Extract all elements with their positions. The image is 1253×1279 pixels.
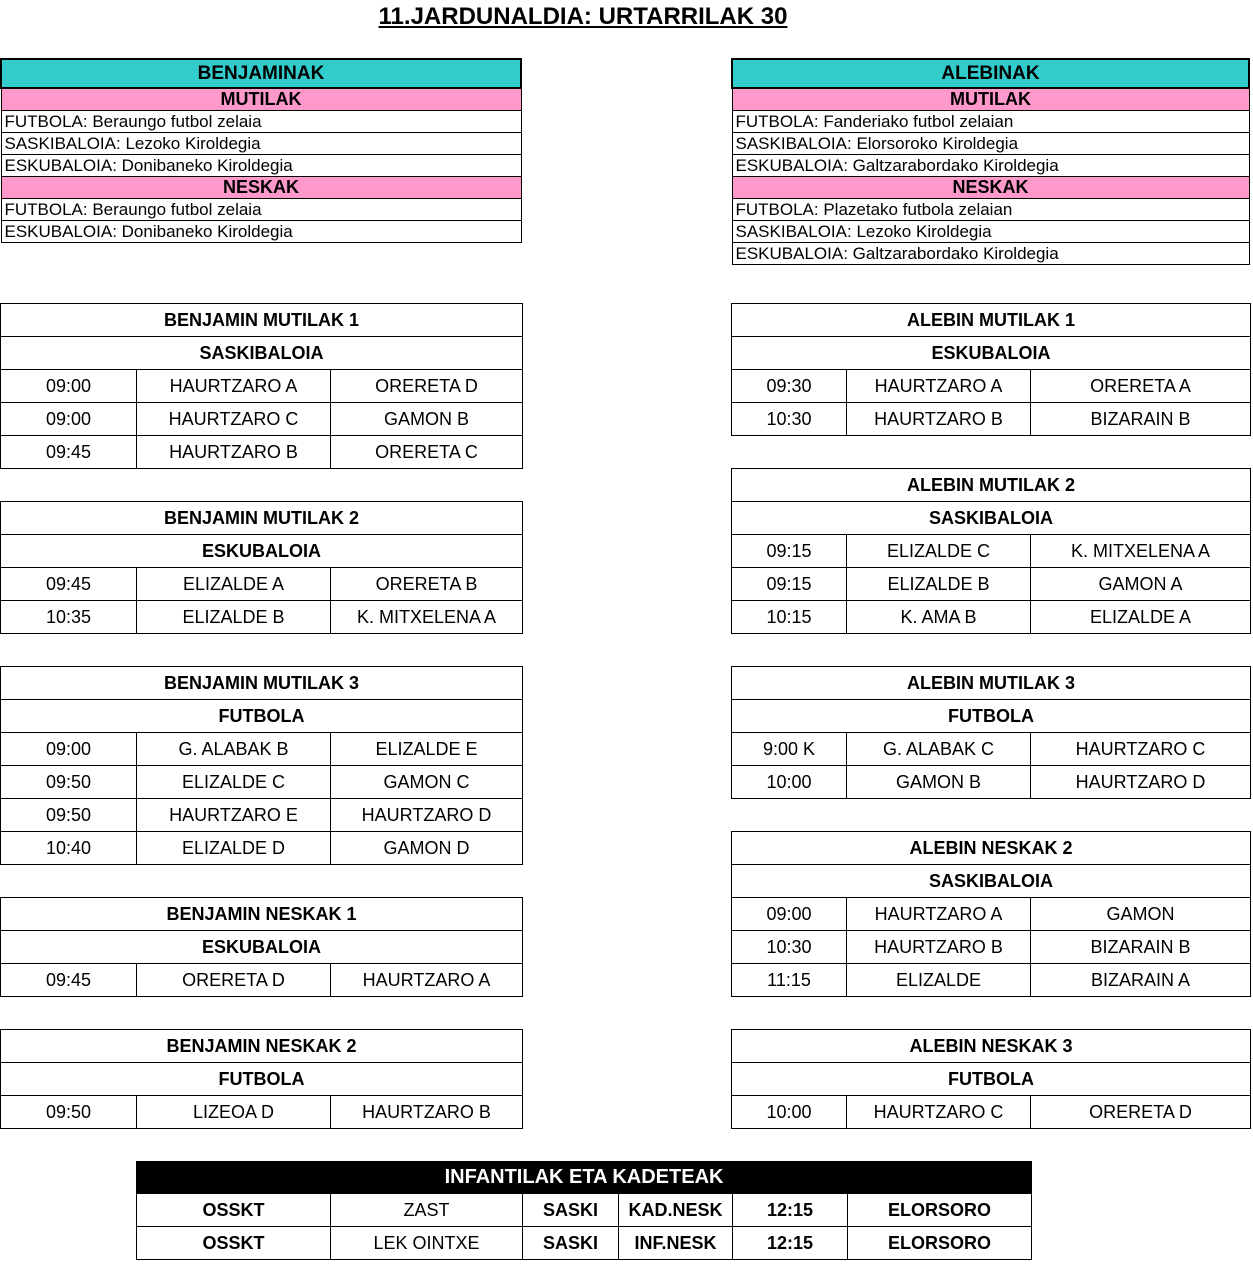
match-home: HAURTZARO A xyxy=(137,370,331,403)
match-row xyxy=(1,1096,523,1129)
match-away: HAURTZARO D xyxy=(1031,766,1251,799)
venue-item: FUTBOLA: Fanderiako futbol zelaian xyxy=(732,111,1249,133)
match-club: OSSKT xyxy=(137,1227,331,1260)
match-time: 09:50 xyxy=(1,766,137,799)
match-away: GAMON xyxy=(1031,898,1251,931)
match-home: HAURTZARO C xyxy=(137,403,331,436)
match-sport: SASKI xyxy=(523,1227,619,1260)
match-category: INF.NESK xyxy=(619,1227,733,1260)
venue-subheader-mutilak: MUTILAK xyxy=(732,88,1249,111)
match-home: HAURTZARO A xyxy=(847,370,1031,403)
venue-item: FUTBOLA: Plazetako futbola zelaian xyxy=(732,199,1249,221)
match-row xyxy=(1,799,523,832)
match-time: 10:35 xyxy=(1,601,137,634)
group-am2 xyxy=(731,468,1251,634)
match-time: 12:15 xyxy=(733,1194,848,1227)
match-sport: SASKI xyxy=(523,1194,619,1227)
group-bn2 xyxy=(0,1029,523,1129)
match-row xyxy=(137,1194,1032,1227)
match-time: 09:50 xyxy=(1,799,137,832)
match-away: ORERETA A xyxy=(1031,370,1251,403)
match-away: GAMON A xyxy=(1031,568,1251,601)
match-category: KAD.NESK xyxy=(619,1194,733,1227)
group-sport: ESKUBALOIA xyxy=(1,535,523,568)
match-time: 09:15 xyxy=(732,568,847,601)
match-row xyxy=(732,535,1251,568)
match-time: 09:30 xyxy=(732,370,847,403)
group-bm2 xyxy=(0,501,523,634)
match-away: ORERETA D xyxy=(331,370,523,403)
match-home: K. AMA B xyxy=(847,601,1031,634)
match-row xyxy=(732,1096,1251,1129)
match-away: GAMON C xyxy=(331,766,523,799)
match-home: HAURTZARO B xyxy=(137,436,331,469)
match-home: ELIZALDE D xyxy=(137,832,331,865)
venue-subheader-mutilak: MUTILAK xyxy=(1,88,521,111)
match-venue: ELORSORO xyxy=(848,1194,1032,1227)
match-away: ELIZALDE E xyxy=(331,733,523,766)
group-sport: SASKIBALOIA xyxy=(1,337,523,370)
match-away: ORERETA D xyxy=(1031,1096,1251,1129)
venue-item: ESKUBALOIA: Galtzarabordako Kiroldegia xyxy=(732,243,1249,265)
match-away: GAMON B xyxy=(331,403,523,436)
group-sport: FUTBOLA xyxy=(1,1063,523,1096)
match-home: G. ALABAK C xyxy=(847,733,1031,766)
group-sport: SASKIBALOIA xyxy=(732,865,1251,898)
match-home: GAMON B xyxy=(847,766,1031,799)
group-sport: FUTBOLA xyxy=(732,1063,1251,1096)
page-title: 11.JARDUNALDIA: URTARRILAK 30 xyxy=(378,3,788,30)
match-row xyxy=(732,601,1251,634)
group-title: ALEBIN MUTILAK 2 xyxy=(732,469,1251,502)
match-time: 09:00 xyxy=(1,370,137,403)
match-row xyxy=(1,568,523,601)
match-row xyxy=(1,766,523,799)
group-an3 xyxy=(731,1029,1251,1129)
match-away: ORERETA C xyxy=(331,436,523,469)
match-row xyxy=(732,370,1251,403)
alebinak-venues xyxy=(731,58,1250,265)
match-row xyxy=(137,1227,1032,1260)
match-time: 09:00 xyxy=(1,733,137,766)
match-club: OSSKT xyxy=(137,1194,331,1227)
match-time: 09:15 xyxy=(732,535,847,568)
group-title: ALEBIN NESKAK 3 xyxy=(732,1030,1251,1063)
match-row xyxy=(1,964,523,997)
match-row xyxy=(1,832,523,865)
match-time: 10:40 xyxy=(1,832,137,865)
match-home: ELIZALDE B xyxy=(137,601,331,634)
match-time: 10:30 xyxy=(732,403,847,436)
match-row xyxy=(1,370,523,403)
venue-category-header: BENJAMINAK xyxy=(1,59,521,88)
group-title: BENJAMIN NESKAK 2 xyxy=(1,1030,523,1063)
group-bn1 xyxy=(0,897,523,997)
venue-item: FUTBOLA: Beraungo futbol zelaia xyxy=(1,199,521,221)
match-time: 10:00 xyxy=(732,766,847,799)
venue-item: SASKIBALOIA: Elorsoroko Kiroldegia xyxy=(732,133,1249,155)
match-row xyxy=(1,601,523,634)
match-away: ORERETA B xyxy=(331,568,523,601)
match-home: ELIZALDE C xyxy=(137,766,331,799)
group-an2 xyxy=(731,831,1251,997)
group-title: BENJAMIN NESKAK 1 xyxy=(1,898,523,931)
match-away: BIZARAIN B xyxy=(1031,403,1251,436)
match-time: 09:00 xyxy=(1,403,137,436)
venue-item: ESKUBALOIA: Donibaneko Kiroldegia xyxy=(1,221,521,243)
match-opponent: ZAST xyxy=(331,1194,523,1227)
match-row xyxy=(732,931,1251,964)
group-sport: ESKUBALOIA xyxy=(732,337,1251,370)
match-row xyxy=(732,568,1251,601)
group-sport: SASKIBALOIA xyxy=(732,502,1251,535)
match-time: 10:30 xyxy=(732,931,847,964)
match-home: HAURTZARO B xyxy=(847,931,1031,964)
group-bm1 xyxy=(0,303,523,469)
match-row xyxy=(1,403,523,436)
venue-item: FUTBOLA: Beraungo futbol zelaia xyxy=(1,111,521,133)
match-row xyxy=(732,964,1251,997)
match-time: 9:00 K xyxy=(732,733,847,766)
venue-category-header: ALEBINAK xyxy=(732,59,1249,88)
match-row xyxy=(1,733,523,766)
match-home: G. ALABAK B xyxy=(137,733,331,766)
group-title: ALEBIN MUTILAK 1 xyxy=(732,304,1251,337)
match-time: 09:45 xyxy=(1,436,137,469)
match-time: 09:50 xyxy=(1,1096,137,1129)
match-home: ELIZALDE C xyxy=(847,535,1031,568)
match-away: ELIZALDE A xyxy=(1031,601,1251,634)
match-home: ELIZALDE xyxy=(847,964,1031,997)
match-away: K. MITXELENA A xyxy=(331,601,523,634)
match-row xyxy=(732,733,1251,766)
venue-subheader-neskak: NESKAK xyxy=(1,177,521,199)
match-home: HAURTZARO A xyxy=(847,898,1031,931)
match-home: HAURTZARO B xyxy=(847,403,1031,436)
group-title: ALEBIN MUTILAK 3 xyxy=(732,667,1251,700)
group-title: BENJAMIN MUTILAK 3 xyxy=(1,667,523,700)
match-row xyxy=(1,436,523,469)
match-away: BIZARAIN B xyxy=(1031,931,1251,964)
match-time: 11:15 xyxy=(732,964,847,997)
match-away: HAURTZARO C xyxy=(1031,733,1251,766)
venue-item: ESKUBALOIA: Galtzarabordako Kiroldegia xyxy=(732,155,1249,177)
match-away: HAURTZARO D xyxy=(331,799,523,832)
match-away: K. MITXELENA A xyxy=(1031,535,1251,568)
venue-item: ESKUBALOIA: Donibaneko Kiroldegia xyxy=(1,155,521,177)
match-time: 12:15 xyxy=(733,1227,848,1260)
group-sport: ESKUBALOIA xyxy=(1,931,523,964)
match-time: 10:00 xyxy=(732,1096,847,1129)
match-home: ORERETA D xyxy=(137,964,331,997)
match-away: GAMON D xyxy=(331,832,523,865)
match-time: 10:15 xyxy=(732,601,847,634)
group-am3 xyxy=(731,666,1251,799)
match-time: 09:45 xyxy=(1,568,137,601)
group-title: BENJAMIN MUTILAK 1 xyxy=(1,304,523,337)
venue-item: SASKIBALOIA: Lezoko Kiroldegia xyxy=(732,221,1249,243)
match-home: HAURTZARO C xyxy=(847,1096,1031,1129)
venue-item: SASKIBALOIA: Lezoko Kiroldegia xyxy=(1,133,521,155)
venue-subheader-neskak: NESKAK xyxy=(732,177,1249,199)
match-away: HAURTZARO B xyxy=(331,1096,523,1129)
group-sport: FUTBOLA xyxy=(732,700,1251,733)
match-time: 09:00 xyxy=(732,898,847,931)
match-away: BIZARAIN A xyxy=(1031,964,1251,997)
match-row xyxy=(732,403,1251,436)
group-title: BENJAMIN MUTILAK 2 xyxy=(1,502,523,535)
group-am1 xyxy=(731,303,1251,436)
match-home: LIZEOA D xyxy=(137,1096,331,1129)
infantilak-table xyxy=(136,1161,1032,1260)
group-bm3 xyxy=(0,666,523,865)
benjaminak-venues xyxy=(0,58,522,243)
match-home: ELIZALDE B xyxy=(847,568,1031,601)
match-time: 09:45 xyxy=(1,964,137,997)
match-venue: ELORSORO xyxy=(848,1227,1032,1260)
match-away: HAURTZARO A xyxy=(331,964,523,997)
match-opponent: LEK OINTXE xyxy=(331,1227,523,1260)
group-sport: FUTBOLA xyxy=(1,700,523,733)
match-home: ELIZALDE A xyxy=(137,568,331,601)
match-row xyxy=(732,898,1251,931)
infantilak-header: INFANTILAK ETA KADETEAK xyxy=(137,1162,1032,1194)
group-title: ALEBIN NESKAK 2 xyxy=(732,832,1251,865)
match-home: HAURTZARO E xyxy=(137,799,331,832)
match-row xyxy=(732,766,1251,799)
